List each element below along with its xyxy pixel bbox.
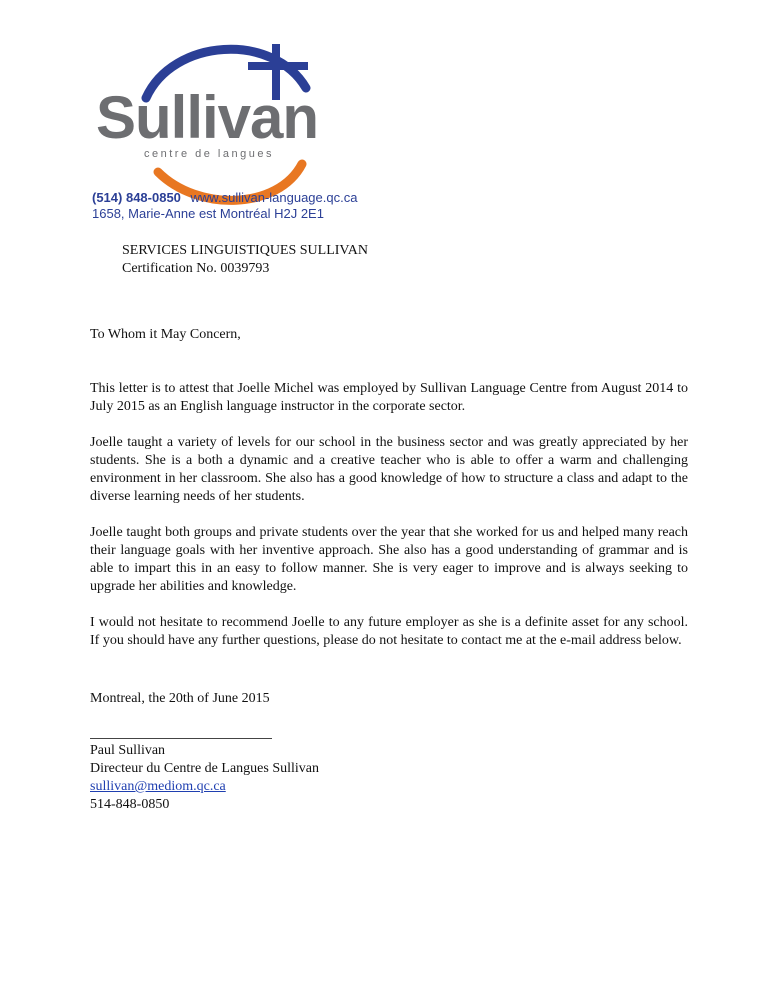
letterhead-phone: (514) 848-0850 <box>92 190 181 205</box>
logo-subtitle: centre de langues <box>144 148 274 160</box>
signatory-email-link[interactable]: sullivan@mediom.qc.ca <box>90 779 226 794</box>
signatory-title: Directeur du Centre de Langues Sullivan <box>90 761 319 776</box>
signatory-name: Paul Sullivan <box>90 743 166 758</box>
paragraph-teaching: Joelle taught a variety of levels for our school in the business sector and was greatly appreciated by her students. She is a both a dynamic and a creative teacher who is able to offer a warm and challenging environment in her classroom. She also has a good knowledge of how to structure a class and adapt to the diverse learning needs of her students. <box>90 435 688 504</box>
signature-line <box>90 728 272 739</box>
organization-block <box>122 242 368 278</box>
letterhead-address: 1658, Marie-Anne est Montréal H2J 2E1 <box>92 206 324 221</box>
signatory-phone: 514-848-0850 <box>90 797 170 812</box>
paragraph-employment: This letter is to attest that Joelle Michel was employed by Sullivan Language Centre from August 2014 to July 2015 as an English language instructor in the corporate sector. <box>90 381 688 414</box>
logo-wordmark: Sullivan <box>96 84 319 151</box>
salutation: To Whom it May Concern, <box>90 327 241 342</box>
paragraph-recommendation: I would not hesitate to recommend Joelle to any future employer as she is a definite asset for any school. If you should have any further questions, please do not hesitate to contact me at the e-mail address below. <box>90 615 688 648</box>
place-date: Montreal, the 20th of June 2015 <box>90 691 270 706</box>
letter-body <box>90 326 688 668</box>
certification-number: Certification No. 0039793 <box>122 261 270 276</box>
letterhead-contact <box>92 190 357 222</box>
signature-block <box>90 742 319 814</box>
paragraph-students: Joelle taught both groups and private students over the year that she worked for us and helped many reach their language goals with her inventive approach. She also has a good understanding of grammar and is able to impart this in an easy to follow manner. She is very eager to improve and is always seeking to upgrade her abilities and knowledge. <box>90 525 688 594</box>
letterhead-website: www.sullivan-language.qc.ca <box>190 190 358 205</box>
organization-name: SERVICES LINGUISTIQUES SULLIVAN <box>122 243 368 258</box>
